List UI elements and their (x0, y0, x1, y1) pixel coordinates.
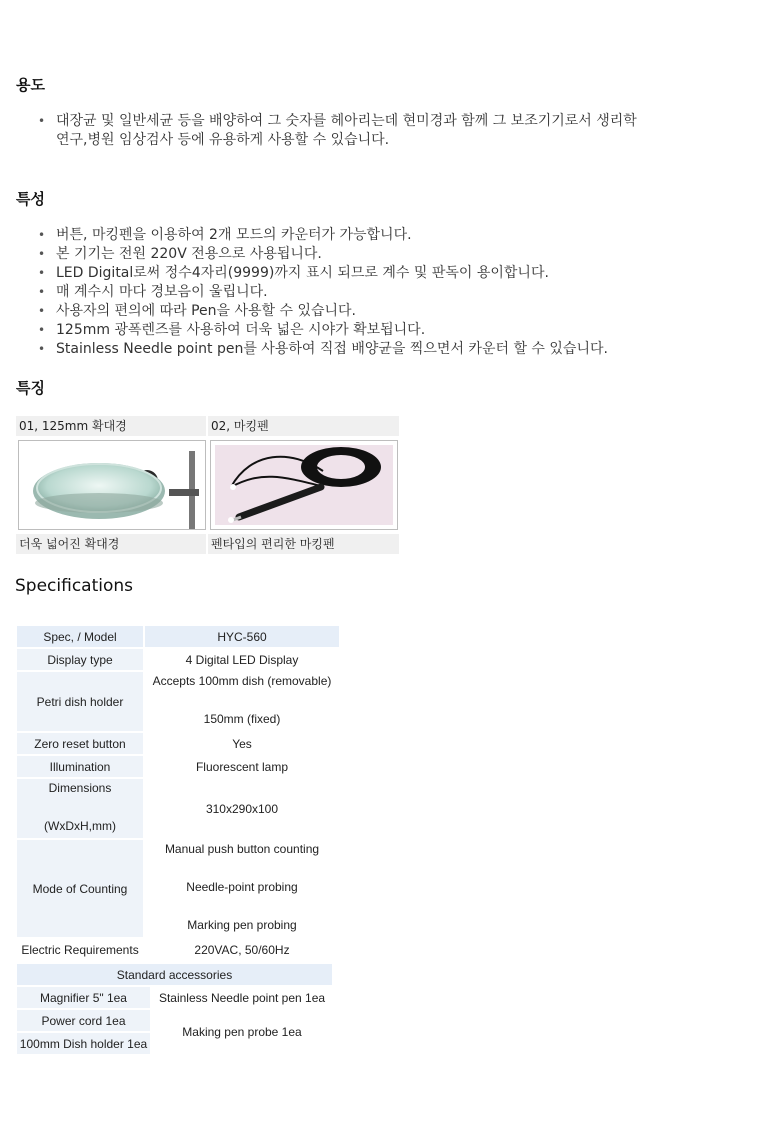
table-row (17, 964, 332, 985)
feature-2-bottom-caption: 펜타입의 편리한 마킹펜 (208, 534, 399, 554)
illumination-label: Illumination (17, 756, 143, 777)
feature-1-top-caption: 01, 125mm 확대경 (16, 416, 206, 436)
zero-reset-label: Zero reset button (17, 733, 143, 754)
list-item (38, 112, 637, 150)
mode-line-1: Manual push button counting (164, 842, 320, 856)
dimensions-label (17, 779, 143, 838)
table-row (17, 649, 339, 670)
display-type-value: 4 Digital LED Display (145, 649, 339, 670)
mode-line-3: Marking pen probing (187, 918, 297, 932)
petri-line-1: Accepts 100mm dish (removable) (152, 674, 332, 688)
list-item: • 125mm 광폭렌즈를 사용하여 더욱 넓은 시야가 확보됩니다. (38, 321, 608, 340)
specifications-title: Specifications (15, 576, 134, 596)
petri-line-2: 150mm (fixed) (203, 712, 281, 726)
accessories-table (15, 962, 334, 1056)
table-row (17, 756, 339, 777)
features-title: 특징 (16, 379, 45, 397)
usage-line-2: 연구,병원 임상검사 등에 유용하게 사용할 수 있습니다. (56, 132, 390, 148)
table-row (17, 1010, 332, 1031)
dimensions-value: 310x290x100 (145, 779, 339, 838)
accessory-power-cord: Power cord 1ea (17, 1010, 150, 1031)
list-item: • 본 기기는 전원 220V 전용으로 사용됩니다. (38, 245, 608, 264)
petri-dish-holder-value (145, 672, 339, 731)
accessory-marking-pen-probe: Making pen probe 1ea (152, 1010, 332, 1054)
usage-list (38, 112, 637, 150)
table-row (17, 626, 339, 647)
table-row (17, 733, 339, 754)
features-grid (16, 416, 399, 556)
table-row (17, 987, 332, 1008)
table-row (17, 840, 339, 937)
properties-list (38, 226, 608, 359)
mode-line-2: Needle-point probing (186, 880, 298, 894)
feature-1-bottom-caption: 더욱 넓어진 확대경 (16, 534, 206, 554)
electric-value: 220VAC, 50/60Hz (145, 939, 339, 960)
dimensions-label-line-2: (WxDxH,mm) (44, 819, 116, 833)
spec-model-label: Spec, / Model (17, 626, 143, 647)
list-item: • 버튼, 마킹펜을 이용하여 2개 모드의 카운터가 가능합니다. (38, 226, 608, 245)
accessories-title: Standard accessories (17, 964, 332, 985)
list-item: • 사용자의 편의에 따라 Pen을 사용할 수 있습니다. (38, 302, 608, 321)
display-type-label: Display type (17, 649, 143, 670)
illumination-value: Fluorescent lamp (145, 756, 339, 777)
list-item: • 매 계수시 마다 경보음이 울립니다. (38, 283, 608, 302)
electric-label: Electric Requirements (17, 939, 143, 960)
magnifier-image (18, 440, 206, 530)
usage-line-1: • 대장균 및 일반세균 등을 배양하여 그 숫자를 헤아리는데 현미경과 함께 그 보조기기로서 생리학 (56, 113, 637, 129)
accessory-magnifier: Magnifier 5" 1ea (17, 987, 150, 1008)
accessory-needle-pen: Stainless Needle point pen 1ea (152, 987, 332, 1008)
dimensions-label-line-1: Dimensions (48, 781, 112, 795)
feature-2-top-caption: 02, 마킹펜 (208, 416, 399, 436)
mode-of-counting-value (145, 840, 339, 937)
list-item: • Stainless Needle point pen를 사용하여 직접 배양균을 찍으면서 카운터 할 수 있습니다. (38, 340, 608, 359)
usage-title: 용도 (16, 76, 45, 94)
marking-pen-image (210, 440, 398, 530)
properties-title: 특성 (16, 190, 45, 208)
petri-dish-holder-label: Petri dish holder (17, 672, 143, 731)
mode-of-counting-label: Mode of Counting (17, 840, 143, 937)
marking-pen-graphic (211, 441, 397, 529)
table-row (17, 939, 339, 960)
spec-model-value: HYC-560 (145, 626, 339, 647)
list-item: • LED Digital로써 정수4자리(9999)까지 표시 되므로 계수 및 판독이 용이합니다. (38, 264, 608, 283)
table-row (17, 779, 339, 838)
accessory-dish-holder: 100mm Dish holder 1ea (17, 1033, 150, 1054)
table-row (17, 672, 339, 731)
specifications-table (15, 624, 341, 962)
zero-reset-value: Yes (145, 733, 339, 754)
magnifier-graphic (19, 441, 205, 529)
